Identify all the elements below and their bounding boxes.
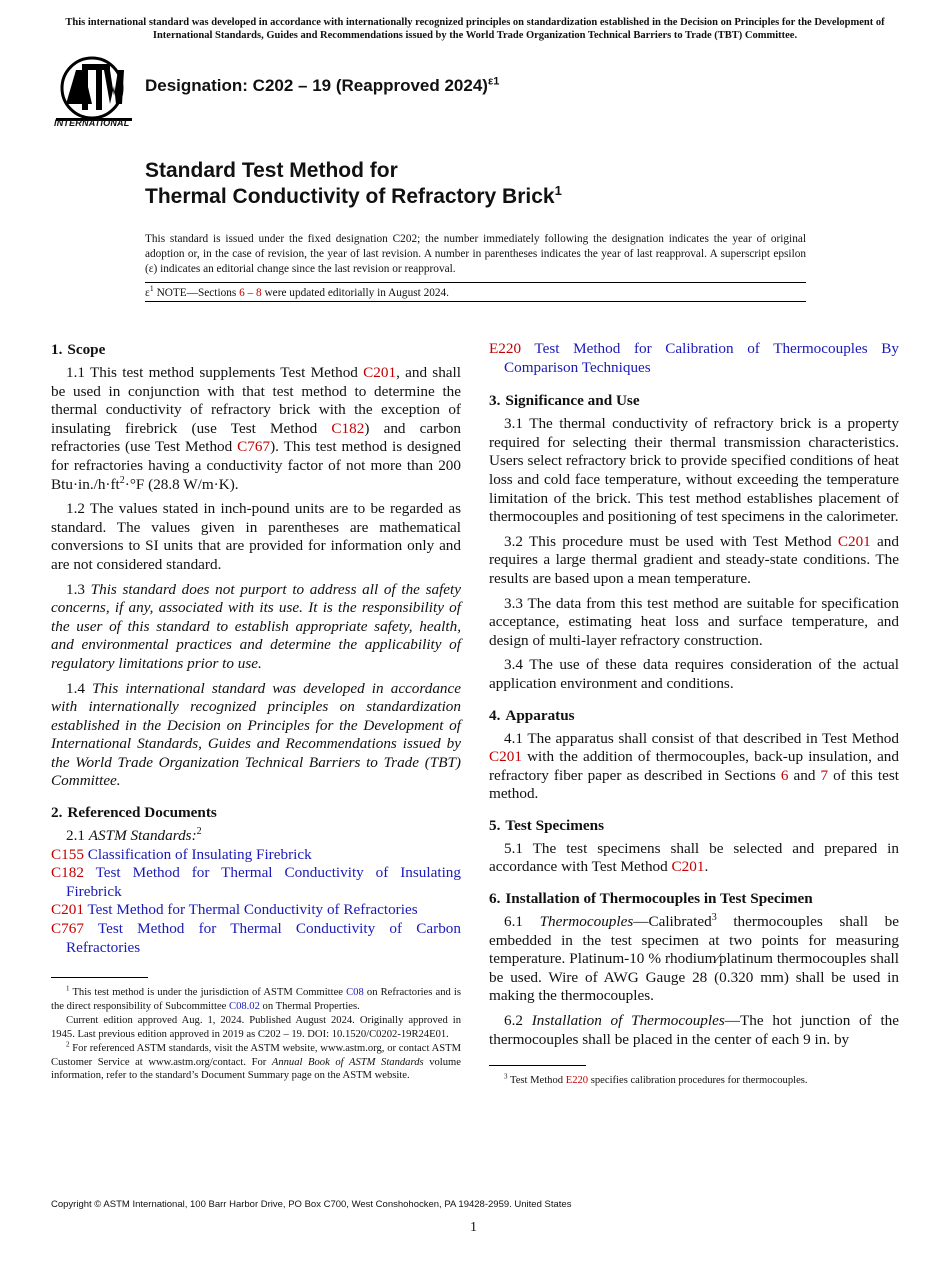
issuance-statement: This standard is issued under the fixed designation C202; the number immediately following the designation indicates the year of original adoption or, in the case of revision, the year of last revision. A number in parentheses indicates the year of last reapproval. A superscript epsilon (ε) indicates an editorial change since the last revision or reapproval. bbox=[145, 233, 806, 275]
footnote-rule bbox=[489, 1065, 586, 1066]
section-5-heading: 5. Test Specimens bbox=[489, 816, 604, 834]
note-sections-link[interactable]: 6 – 8 bbox=[239, 287, 262, 299]
ref-item[interactable]: E220 Test Method for Calibration of Thermocouples By Comparison Techniques bbox=[489, 340, 899, 376]
designation bbox=[145, 76, 499, 96]
astm-logo bbox=[52, 56, 134, 132]
para-3-3: 3.3 The data from this test method are suitable for specification acceptance, estimating heat loss and surface temperature, and design of multi-layer refractory construction. bbox=[489, 594, 899, 649]
footnote-3: $^3$ Test Method E220 specifies calibration procedures for thermocouples. bbox=[504, 1072, 808, 1087]
ref-item[interactable]: C201 Test Method for Thermal Conductivity of Refractories bbox=[51, 901, 418, 919]
title-line-2: Thermal Conductivity of Refractory Brick bbox=[145, 185, 555, 208]
title-line-1: Standard Test Method for bbox=[145, 159, 398, 182]
note-text: NOTE—Sections bbox=[153, 287, 240, 299]
link-c201[interactable]: C201 bbox=[363, 364, 397, 381]
ref-item[interactable]: C182 Test Method for Thermal Conductivity of Insulating Firebrick bbox=[51, 864, 461, 900]
right-column bbox=[489, 340, 899, 1089]
link-c08[interactable]: C08 bbox=[346, 987, 364, 999]
copyright-notice: Copyright © ASTM International, 100 Barr Harbor Drive, PO Box C700, West Conshohocken, PA 19428-2959. United States bbox=[51, 1199, 572, 1210]
para-2-1: 2.1 ASTM Standards:$^2$ bbox=[66, 826, 202, 845]
para-1-3: 1.3 This standard does not purport to address all of the safety concerns, if any, associated with its use. It is the responsibility of the user of this standard to establish appropriate safety, health, and environmental practices and determine the applicability of regulatory limitations prior to use. bbox=[51, 580, 462, 672]
ref-item[interactable]: C767 Test Method for Thermal Conductivity of Carbon Refractories bbox=[51, 920, 461, 956]
para-3-1: 3.1 The thermal conductivity of refractory brick is a property required for selecting their thermal transmission characteristics. Users select refractory brick to provide specified conditions of heat loss and cold face temperature, without exceeding the temperature limitation of the brick. This test method establishes placement of thermocouples and positioning of test specimens in the calorimeter. bbox=[489, 415, 899, 526]
footnote-2: $^2$ For referenced ASTM standards, visit the ASTM website, www.astm.org, or contact ASTM Customer Service at www.astm.org/contact. For Annual Book of ASTM Standards volume information, refer to the standard’s Document Summary page on the ASTM website. bbox=[51, 1040, 461, 1082]
note-epsilon: ε bbox=[145, 287, 150, 299]
link-c201[interactable]: C201 bbox=[489, 748, 522, 766]
para-3-4: 3.4 The use of these data requires consideration of the actual application environment and conditions. bbox=[489, 656, 899, 692]
footnote-1: $^1$ This test method is under the jurisdiction of ASTM Committee C08 on Refractories and is the direct responsibility of Subcommittee C08.02 on Thermal Properties. bbox=[51, 984, 461, 1012]
para-6-1: 6.1 Thermocouples—Calibrated$^3$ thermocouples shall be embedded in the test specimen at two points for measuring temperature. Platinum-10 % rhodium⁄platinum thermocouples shall be used. Wire of AWG Gauge 28 (0.320 mm) shall be used in making the thermocouples. bbox=[489, 912, 900, 1005]
link-c08-02[interactable]: C08.02 bbox=[229, 1000, 260, 1012]
para-4-1: 4.1 The apparatus shall consist of that described in Test Method C201 with the addition of thermocouples, back-up insulation, and refractory fiber paper as described in Sections 6 and 7 of this test method. bbox=[489, 729, 899, 803]
para-1-1: 1.1 This test method supplements Test Method C201, and shall be used in conjunction with that test method to determine the thermal conductivity of refractory brick with the exception of insulating firebrick (use Test Method C182) and carbon refractories (use Test Method C767). This test method is designed for refractories having a conductivity factor of not more than 200 $Btu\cdot in./h\cdot ft^2\cdot^\circ F$ (28.8 W/m·K). bbox=[51, 364, 462, 493]
left-column bbox=[51, 340, 461, 1084]
designation-epsilon: ε1 bbox=[487, 75, 500, 88]
section-2-heading: 2. Referenced Documents bbox=[51, 804, 217, 822]
link-section-7[interactable]: 7 bbox=[820, 766, 829, 784]
editorial-note bbox=[145, 282, 806, 302]
designation-text: Designation: C202 – 19 (Reapproved 2024) bbox=[145, 76, 488, 95]
tbt-banner: This international standard was developed in accordance with internationally recognized principles on standardization established in the Decision on Principles for the Development of International Standards, Guides and Recommendations issued by the World Trade Organization Technical Barriers to Trade (TBT) Committee. bbox=[65, 17, 885, 41]
para-5-1: 5.1 The test specimens shall be selected and prepared in accordance with Test Method C201. bbox=[489, 839, 899, 876]
para-1-4: 1.4 This international standard was developed in accordance with internationally recognized principles on standardization established in the Decision on Principles for the Development of International Standards, Guides and Recommendations issued by the World Trade Organization Technical Barriers to Trade (TBT) Committee. bbox=[51, 679, 462, 790]
section-6-heading: 6. Installation of Thermocouples in Test Specimen bbox=[489, 890, 813, 908]
page-number: 1 bbox=[470, 1220, 477, 1235]
logo-international-text: INTERNATIONAL bbox=[54, 118, 130, 128]
note-epsilon-sup: 1 bbox=[149, 284, 154, 294]
link-section-6[interactable]: 6 bbox=[780, 766, 789, 784]
link-e220[interactable]: E220 bbox=[565, 1075, 589, 1087]
document-title bbox=[145, 158, 562, 210]
ref-item[interactable]: C155 Classification of Insulating Firebrick bbox=[51, 845, 312, 863]
footnote-edition: Current edition approved Aug. 1, 2024. Published August 2024. Originally approved in 1945. Last previous edition approved in 2019 as C202 – 19. DOI: 10.1520/C0202-19R24E01. bbox=[51, 1015, 461, 1040]
note-text-end: were updated editorially in August 2024. bbox=[261, 287, 450, 299]
para-6-2: 6.2 Installation of Thermocouples—The hot junction of the thermocouples shall be placed in the center of each 9 in. by bbox=[489, 1012, 900, 1048]
section-1-heading: 1. Scope bbox=[51, 341, 106, 358]
footnote-rule bbox=[51, 977, 148, 978]
link-c201[interactable]: C201 bbox=[671, 858, 705, 876]
title-footnote-mark: 1 bbox=[554, 183, 562, 198]
section-3-heading: 3. Significance and Use bbox=[489, 392, 640, 410]
section-4-heading: 4. Apparatus bbox=[489, 706, 575, 724]
para-3-2: 3.2 This procedure must be used with Test Method C201 and requires a large thermal gradient and steady-state conditions. The results are based upon a mean temperature. bbox=[489, 532, 899, 587]
para-1-2: 1.2 The values stated in inch-pound units are to be regarded as standard. The values given in parentheses are mathematical conversions to SI units that are provided for information only and are not considered standard. bbox=[51, 500, 461, 573]
link-c182[interactable]: C182 bbox=[331, 419, 365, 437]
link-c767[interactable]: C767 bbox=[237, 438, 271, 456]
link-c201[interactable]: C201 bbox=[837, 532, 871, 550]
referenced-documents-list bbox=[51, 846, 461, 958]
